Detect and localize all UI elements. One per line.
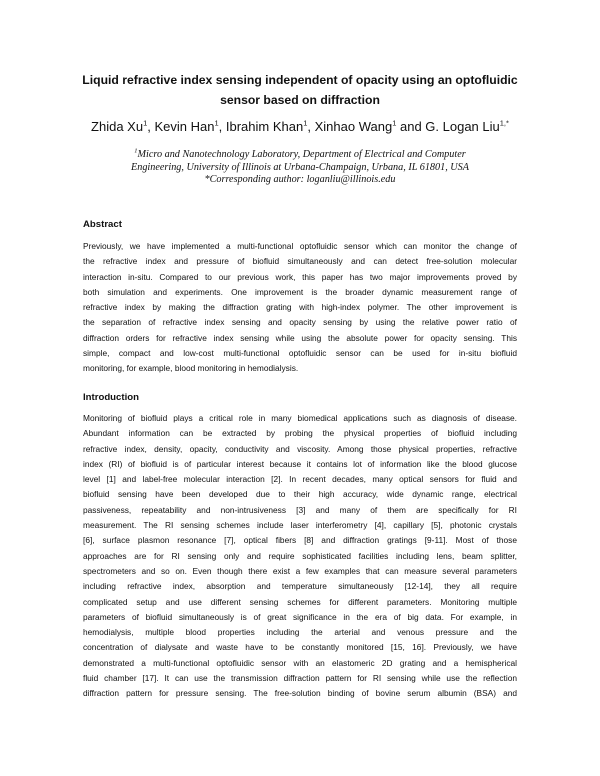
- text-line: Previously, we have implemented a multi-functional optofluidic sensor which can monitor the change of: [83, 241, 517, 251]
- text-line: spectrometers and so on. Even though there exist a few examples that can measure several parameters: [83, 565, 517, 576]
- author-list: [30, 118, 570, 136]
- author-affiliation-mark: 1: [392, 118, 397, 128]
- text-line: Abundant information can be extracted by probing the physical properties of biofluid including: [83, 428, 517, 439]
- author-affiliation-mark: 1: [303, 118, 308, 128]
- text-line: simple, compact and low-cost multi-functional optofluidic sensor can be used for in-situ biofluid: [83, 348, 517, 359]
- text-line: the separation of refractive index sensing and opacity sensing by using the relative power ratio of: [83, 317, 517, 328]
- corresponding-author: *Corresponding author: loganliu@illinois.edu: [204, 174, 396, 186]
- introduction-heading: Introduction: [83, 392, 139, 403]
- text-line: passiveness, repeatability and non-intrusiveness [3] and many of them are specifically for RI: [83, 504, 517, 515]
- text-line: hemodialysis, multiple blood properties including the arterial and venous pressure and the: [83, 627, 517, 638]
- text-line: demonstrated a multi-functional optofluidic sensor with an elastomeric 2D grating and a hemispherical: [83, 657, 517, 668]
- text-line: [6], surface plasmon resonance [7], optical fibers [8] and diffraction gratings [9-11]. Most of those: [83, 535, 517, 546]
- author-affiliation-mark: 1: [143, 118, 148, 128]
- text-line: diffraction orders for refractive index sensing while using the absolute power for opacity sensing. This: [83, 332, 517, 343]
- abstract-text: [83, 239, 517, 377]
- author-affiliation-mark: 1,*: [499, 118, 509, 128]
- title-line: sensor based on diffraction: [220, 93, 380, 107]
- text-line: including refractive index, absorption and temperature simultaneously [12-14], they all require: [83, 581, 517, 592]
- author-separator: and: [396, 119, 426, 134]
- author-affiliation-mark: 1: [214, 118, 219, 128]
- author-name: Xinhao Wang: [314, 119, 393, 134]
- author-name: Zhida Xu: [91, 119, 144, 134]
- affiliation-mark: 1: [134, 147, 138, 155]
- text-line: the refractive index and pressure of biofluid simultaneously and can detect free-solution molecular: [83, 256, 517, 267]
- abstract-heading: Abstract: [83, 219, 122, 230]
- introduction-text: [83, 411, 517, 702]
- text-line: both simulation and experiments. One improvement is the broader dynamic measurement range of: [83, 286, 517, 297]
- affiliation-line: $^1$Micro and Nanotechnology Laboratory, Department of Electrical and Computer: [134, 147, 466, 160]
- text-line: fluid chamber [17]. It can use the transmission diffraction pattern for RI sensing while use the reflection: [83, 673, 517, 684]
- text-line: complicated setup and use different sensing schemes for different parameters. Monitoring multiple: [83, 596, 517, 607]
- affiliation: [40, 149, 560, 187]
- text-line: biofluid sensing have been developed due to their high accuracy, wide dynamic range, electrical: [83, 489, 517, 500]
- author-name: G. Logan Liu: [425, 119, 500, 134]
- text-line: index (RI) of biofluid is of particular interest because it contains lot of information like the blood glucose: [83, 458, 517, 469]
- text-line: diffraction pattern for pressure sensing. The free-solution binding of bovine serum albumin (BSA) and: [83, 688, 517, 699]
- author-name: Kevin Han: [154, 119, 215, 134]
- author-separator: ,: [218, 119, 226, 134]
- text-line: approaches are for RI sensing only and require sophisticated facilities including lens, beam splitter,: [83, 550, 517, 561]
- text-line: monitoring, for example, blood monitoring in hemodialysis.: [83, 363, 299, 374]
- text-line: measurement. The RI sensing schemes include laser interferometry [4], capillary [5], photonic crystals: [83, 520, 517, 531]
- text-line: level [1] and label-free molecular interaction [2]. In recent decades, many optical sensors for fluid and: [83, 474, 517, 485]
- text-line: parameters of biofluid simultaneously is of great significance in the era of big data. For example, in: [83, 611, 517, 622]
- author-separator: ,: [307, 119, 315, 134]
- author-separator: ,: [147, 119, 155, 134]
- text-line: refractive index by making the diffraction grating with high-index polymer. The other improvement is: [83, 302, 517, 313]
- paper-title: [60, 70, 540, 110]
- author-name: Ibrahim Khan: [225, 119, 304, 134]
- text-line: refractive index, density, opacity, conductivity and viscosity. Among those physical properties, refractive: [83, 443, 517, 454]
- title-line: Liquid refractive index sensing independent of opacity using an optofluidic: [82, 73, 518, 87]
- text-line: interaction in-situ. Compared to our previous work, this paper has two major improvements proved by: [83, 271, 517, 282]
- text-line: Monitoring of biofluid plays a critical role in many biomedical applications such as diagnosis of disease.: [83, 413, 517, 423]
- text-line: concentration of dialysate and waste have to be constantly monitored [15, 16]. Previously, we have: [83, 642, 517, 653]
- affiliation-line: Engineering, University of Illinois at Urbana-Champaign, Urbana, IL 61801, USA: [131, 161, 469, 173]
